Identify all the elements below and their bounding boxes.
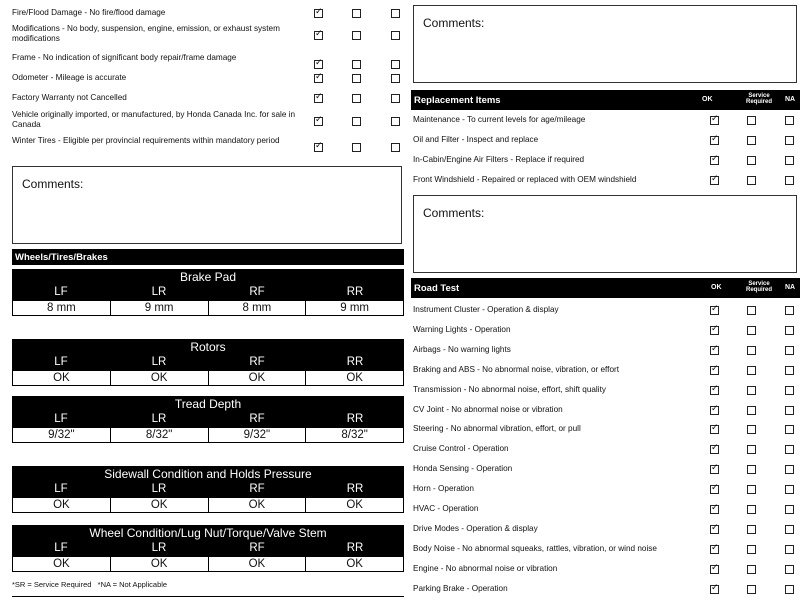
wheels-section-header: [12, 249, 404, 265]
inspection-item-label: Front Windshield - Repaired or replaced with OEM windshield: [413, 175, 637, 184]
pos-rf: RF: [249, 356, 265, 368]
ok-checkbox[interactable]: [314, 74, 323, 83]
na-checkbox[interactable]: [785, 525, 794, 534]
inspection-item-label: Parking Brake - Operation: [413, 583, 508, 593]
na-checkbox[interactable]: [785, 585, 794, 594]
service-required-checkbox[interactable]: [747, 136, 756, 145]
checklist-item-label: Fire/Flood Damage - No fire/flood damage: [12, 8, 166, 17]
ok-checkbox[interactable]: [710, 585, 719, 594]
service-required-checkbox[interactable]: [747, 176, 756, 185]
ok-checkbox[interactable]: [710, 176, 719, 185]
service-required-checkbox[interactable]: [352, 9, 361, 18]
brake-pad-header-row: [12, 285, 404, 300]
checklist-item-label: Odometer - Mileage is accurate: [12, 73, 127, 82]
service-required-checkbox[interactable]: [747, 445, 756, 454]
ok-checkbox[interactable]: [710, 346, 719, 355]
inspection-item-label: In-Cabin/Engine Air Filters - Replace if required: [413, 155, 585, 164]
ok-checkbox[interactable]: [710, 545, 719, 554]
ok-checkbox[interactable]: [314, 9, 323, 18]
rotors-table: [12, 339, 404, 386]
sidewall-table: [12, 466, 404, 513]
checklist-item-label: Winter Tires - Eligible per provincial requirements within mandatory period: [12, 136, 280, 145]
inspection-item-label: Instrument Cluster - Operation & display: [413, 305, 559, 314]
na-checkbox[interactable]: [391, 9, 400, 18]
service-required-checkbox[interactable]: [352, 60, 361, 69]
pos-rr: RR: [346, 483, 364, 495]
inspection-item-label: Oil and Filter - Inspect and replace: [413, 135, 539, 144]
inspection-item-label: Braking and ABS - No abnormal noise, vibration, or effort: [413, 364, 620, 374]
wheel-rr-value[interactable]: OK: [346, 558, 363, 570]
sidewall-lf-value[interactable]: OK: [13, 498, 111, 512]
inspection-item-label: Engine - No abnormal noise or vibration: [413, 563, 558, 573]
tread-rf-value[interactable]: 9/32": [209, 428, 307, 442]
pos-lr: LR: [151, 286, 167, 298]
service-required-checkbox[interactable]: [352, 31, 361, 40]
na-checkbox[interactable]: [785, 425, 794, 434]
na-checkbox[interactable]: [785, 136, 794, 145]
ok-checkbox[interactable]: [314, 117, 323, 126]
na-checkbox[interactable]: [785, 366, 794, 375]
pos-lf: LF: [54, 356, 68, 368]
pos-lf: LF: [54, 542, 68, 554]
na-checkbox[interactable]: [785, 445, 794, 454]
service-required-checkbox[interactable]: [352, 117, 361, 126]
pos-lf: LF: [54, 413, 68, 425]
wheel-condition-title: Wheel Condition/Lug Nut/Torque/Valve Stem: [12, 525, 404, 541]
na-checkbox[interactable]: [785, 306, 794, 315]
inspection-item-label: Airbags - No warning lights: [413, 344, 511, 354]
na-checkbox[interactable]: [785, 346, 794, 355]
ok-column-header: OK: [711, 284, 722, 291]
service-required-checkbox[interactable]: [747, 116, 756, 125]
wheel-lr-value[interactable]: OK: [111, 557, 209, 571]
service-required-checkbox[interactable]: [747, 306, 756, 315]
ok-checkbox[interactable]: [314, 31, 323, 40]
inspection-item-label: Maintenance - To current levels for age/mileage: [413, 115, 586, 124]
service-required-checkbox[interactable]: [747, 326, 756, 335]
brake-pad-value-row: [12, 300, 404, 316]
inspection-item-label: CV Joint - No abnormal noise or vibration: [413, 404, 563, 414]
pos-lr: LR: [151, 542, 167, 554]
rotors-title: Rotors: [12, 339, 404, 355]
ok-checkbox[interactable]: [710, 485, 719, 494]
ok-checkbox[interactable]: [314, 60, 323, 69]
na-checkbox[interactable]: [391, 31, 400, 40]
sidewall-header-row: [12, 482, 404, 497]
ok-checkbox[interactable]: [710, 156, 719, 165]
pos-rf: RF: [249, 542, 265, 554]
inspection-item-label: Honda Sensing - Operation: [413, 464, 513, 474]
service-required-checkbox[interactable]: [747, 565, 756, 574]
service-required-checkbox[interactable]: [747, 366, 756, 375]
ok-checkbox[interactable]: [710, 445, 719, 454]
inspection-item-label: Transmission - No abnormal noise, effort, shift quality: [413, 384, 606, 394]
service-required-checkbox[interactable]: [352, 94, 361, 103]
wheels-section-title: Wheels/Tires/Brakes: [15, 252, 108, 263]
pos-rr: RR: [346, 413, 364, 425]
wheel-condition-value-row: [12, 556, 404, 572]
na-checkbox[interactable]: [785, 565, 794, 574]
ok-checkbox[interactable]: [710, 406, 719, 415]
checklist-item-label: Frame - No indication of significant body repair/frame damage: [12, 53, 237, 62]
inspection-item-label: Cruise Control - Operation: [413, 444, 509, 454]
ok-checkbox[interactable]: [710, 116, 719, 125]
rotors-rr-value[interactable]: OK: [346, 372, 363, 384]
ok-checkbox[interactable]: [314, 94, 323, 103]
na-checkbox[interactable]: [785, 505, 794, 514]
pos-lr: LR: [151, 356, 167, 368]
road-test-title: Road Test: [414, 283, 460, 294]
service-required-checkbox[interactable]: [747, 406, 756, 415]
pos-rf: RF: [249, 483, 265, 495]
na-checkbox[interactable]: [785, 176, 794, 185]
tread-depth-header-row: [12, 412, 404, 427]
service-required-checkbox[interactable]: [747, 346, 756, 355]
comments-box-middle-right[interactable]: [413, 195, 797, 273]
pos-lf: LF: [54, 286, 68, 298]
pos-rf: RF: [249, 413, 265, 425]
inspection-item-label: Body Noise - No abnormal squeaks, rattles, vibration, or wind noise: [413, 543, 657, 553]
sidewall-title: Sidewall Condition and Holds Pressure: [12, 466, 404, 482]
pos-rr: RR: [346, 542, 364, 554]
service-required-checkbox[interactable]: [747, 425, 756, 434]
ok-checkbox[interactable]: [710, 525, 719, 534]
ok-checkbox[interactable]: [314, 143, 323, 152]
pos-rr: RR: [346, 356, 364, 368]
service-required-checkbox[interactable]: [352, 143, 361, 152]
na-checkbox[interactable]: [391, 74, 400, 83]
replacement-items-header: [411, 90, 800, 110]
required-label: Required: [745, 287, 772, 293]
tread-rr-value[interactable]: 8/32": [341, 429, 368, 441]
ok-checkbox[interactable]: [710, 505, 719, 514]
wheel-condition-table: [12, 525, 404, 572]
inspection-item-label: Horn - Operation: [413, 484, 474, 494]
comments-box-left[interactable]: [12, 166, 402, 244]
service-required-checkbox[interactable]: [747, 386, 756, 395]
brake-pad-lf-value[interactable]: 8 mm: [13, 301, 111, 315]
rotors-lf-value[interactable]: OK: [13, 371, 111, 385]
inspection-item-label: Steering - No abnormal vibration, effort, or pull: [413, 424, 581, 434]
rotors-value-row: [12, 370, 404, 386]
pos-lr: LR: [151, 413, 167, 425]
service-label: Service: [748, 281, 770, 287]
na-checkbox[interactable]: [785, 156, 794, 165]
brake-pad-table: [12, 269, 404, 316]
service-required-checkbox[interactable]: [747, 545, 756, 554]
na-checkbox[interactable]: [391, 60, 400, 69]
bottom-divider: [12, 596, 404, 597]
rotors-lr-value[interactable]: OK: [111, 371, 209, 385]
tread-depth-table: [12, 396, 404, 443]
sidewall-rr-value[interactable]: OK: [346, 499, 363, 511]
tread-lf-value[interactable]: 9/32": [13, 428, 111, 442]
na-checkbox[interactable]: [391, 117, 400, 126]
service-required-checkbox[interactable]: [352, 74, 361, 83]
service-required-checkbox[interactable]: [747, 465, 756, 474]
ok-checkbox[interactable]: [710, 366, 719, 375]
sidewall-value-row: [12, 497, 404, 513]
na-checkbox[interactable]: [391, 94, 400, 103]
ok-checkbox[interactable]: [710, 306, 719, 315]
inspection-item-label: Warning Lights - Operation: [413, 324, 511, 334]
required-label: Required: [745, 99, 772, 105]
rotors-header-row: [12, 355, 404, 370]
na-column-header: NA: [785, 96, 796, 103]
na-checkbox[interactable]: [785, 326, 794, 335]
wheel-rf-value[interactable]: OK: [209, 557, 307, 571]
ok-checkbox[interactable]: [710, 565, 719, 574]
pos-rf: RF: [249, 286, 265, 298]
ok-checkbox[interactable]: [710, 136, 719, 145]
sidewall-lr-value[interactable]: OK: [111, 498, 209, 512]
na-checkbox[interactable]: [785, 116, 794, 125]
service-required-checkbox[interactable]: [747, 156, 756, 165]
checklist-item-label: Factory Warranty not Cancelled: [12, 93, 127, 102]
ok-column-header: OK: [702, 96, 713, 103]
na-column-header: NA: [785, 284, 796, 291]
service-label: Service: [748, 93, 770, 99]
brake-pad-title: Brake Pad: [12, 269, 404, 285]
tread-depth-value-row: [12, 427, 404, 443]
na-checkbox[interactable]: [391, 143, 400, 152]
ok-checkbox[interactable]: [710, 465, 719, 474]
brake-pad-rf-value[interactable]: 8 mm: [209, 301, 307, 315]
road-test-header: [411, 278, 800, 298]
brake-pad-rr-value[interactable]: 9 mm: [340, 302, 369, 314]
na-checkbox[interactable]: [785, 545, 794, 554]
na-checkbox[interactable]: [785, 465, 794, 474]
ok-checkbox[interactable]: [710, 326, 719, 335]
wheel-lf-value[interactable]: OK: [13, 557, 111, 571]
service-required-checkbox[interactable]: [747, 505, 756, 514]
tread-depth-title: Tread Depth: [12, 396, 404, 412]
ok-checkbox[interactable]: [710, 425, 719, 434]
na-checkbox[interactable]: [785, 406, 794, 415]
tread-lr-value[interactable]: 8/32": [111, 428, 209, 442]
comments-label: Comments:: [423, 206, 485, 220]
comments-label: Comments:: [423, 16, 485, 30]
sidewall-rf-value[interactable]: OK: [209, 498, 307, 512]
wheel-condition-header-row: [12, 541, 404, 556]
comments-label: Comments:: [22, 177, 84, 191]
pos-rr: RR: [346, 286, 364, 298]
brake-pad-lr-value[interactable]: 9 mm: [111, 301, 209, 315]
service-required-column-header: [740, 93, 778, 105]
service-required-checkbox[interactable]: [747, 585, 756, 594]
replacement-items-title: Replacement Items: [414, 95, 501, 106]
inspection-item-label: HVAC - Operation: [413, 504, 479, 513]
pos-lr: LR: [151, 483, 167, 495]
checklist-item-label: Modifications - No body, suspension, engine, emission, or exhaust system modifications: [12, 24, 280, 43]
pos-lf: LF: [54, 483, 68, 495]
checklist-item-label: Vehicle originally imported, or manufactured, by Honda Canada Inc. for sale in Canada: [12, 110, 296, 129]
inspection-item-label: Drive Modes - Operation & display: [413, 523, 538, 533]
ok-checkbox[interactable]: [710, 386, 719, 395]
rotors-rf-value[interactable]: OK: [209, 371, 307, 385]
comments-box-top-right[interactable]: [413, 5, 797, 83]
na-checkbox[interactable]: [785, 485, 794, 494]
service-required-checkbox[interactable]: [747, 485, 756, 494]
service-required-column-header: [740, 281, 778, 293]
service-required-checkbox[interactable]: [747, 525, 756, 534]
na-checkbox[interactable]: [785, 386, 794, 395]
footnote: *SR = Service Required *NA = Not Applicable: [12, 580, 168, 589]
